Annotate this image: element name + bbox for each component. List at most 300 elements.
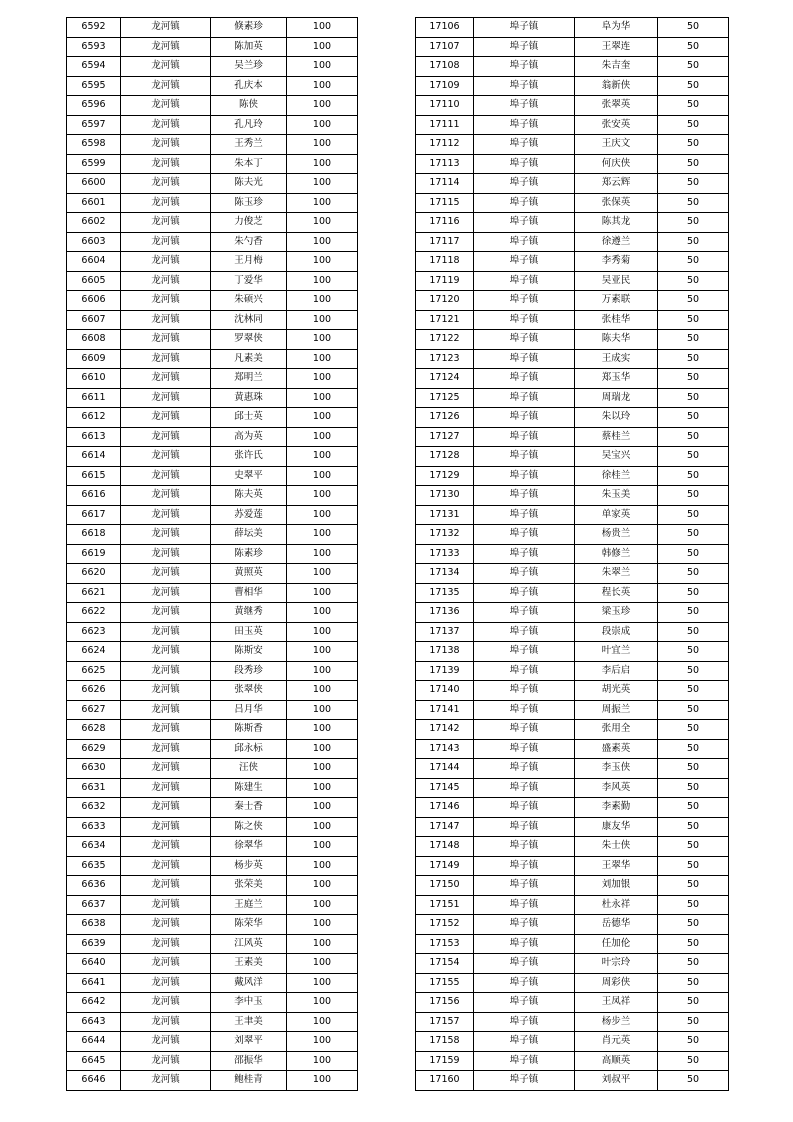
amount-cell: 50 [658,564,729,584]
serial-number-cell: 17148 [416,837,474,857]
serial-number-cell: 17135 [416,583,474,603]
serial-number-cell: 6604 [67,252,121,272]
table-row [416,408,729,428]
amount-cell: 100 [287,408,358,428]
serial-number-cell: 6629 [67,739,121,759]
amount-cell: 50 [658,213,729,233]
serial-number-cell: 6636 [67,876,121,896]
table-row [67,291,358,311]
serial-number-cell: 17141 [416,700,474,720]
amount-cell: 50 [658,37,729,57]
town-cell: 龙河镇 [121,798,211,818]
amount-cell: 100 [287,720,358,740]
town-cell: 埠子镇 [474,544,575,564]
serial-number-cell: 17113 [416,154,474,174]
town-cell: 埠子镇 [474,856,575,876]
table-row [416,681,729,701]
name-cell: 张桂华 [575,310,658,330]
serial-number-cell: 17107 [416,37,474,57]
table-row [416,154,729,174]
name-cell: 杨步兰 [575,1012,658,1032]
amount-cell: 100 [287,876,358,896]
name-cell: 邱永标 [211,739,287,759]
serial-number-cell: 17146 [416,798,474,818]
amount-cell: 50 [658,525,729,545]
name-cell: 王翠华 [575,856,658,876]
table-row [416,369,729,389]
amount-cell: 100 [287,837,358,857]
name-cell: 李素勤 [575,798,658,818]
town-cell: 龙河镇 [121,252,211,272]
name-cell: 岳德华 [575,915,658,935]
serial-number-cell: 17149 [416,856,474,876]
town-cell: 龙河镇 [121,76,211,96]
serial-number-cell: 17106 [416,18,474,38]
amount-cell: 100 [287,18,358,38]
amount-cell: 50 [658,954,729,974]
serial-number-cell: 6620 [67,564,121,584]
amount-cell: 100 [287,993,358,1013]
amount-cell: 50 [658,76,729,96]
name-cell: 朱硕兴 [211,291,287,311]
table-row [67,700,358,720]
name-cell: 张许氏 [211,447,287,467]
serial-number-cell: 6602 [67,213,121,233]
name-cell: 陈斯安 [211,642,287,662]
town-cell: 龙河镇 [121,622,211,642]
table-row [67,96,358,116]
serial-number-cell: 6632 [67,798,121,818]
name-cell: 朱勺香 [211,232,287,252]
town-cell: 埠子镇 [474,37,575,57]
serial-number-cell: 6627 [67,700,121,720]
serial-number-cell: 6640 [67,954,121,974]
amount-cell: 50 [658,135,729,155]
town-cell: 龙河镇 [121,915,211,935]
table-row [67,583,358,603]
table-row [416,232,729,252]
name-cell: 吕月华 [211,700,287,720]
table-row [416,252,729,272]
town-cell: 埠子镇 [474,583,575,603]
name-cell: 陈侠 [211,96,287,116]
serial-number-cell: 17112 [416,135,474,155]
name-cell: 张用全 [575,720,658,740]
table-row [416,544,729,564]
name-cell: 段秀珍 [211,661,287,681]
name-cell: 孔庆本 [211,76,287,96]
name-cell: 李后启 [575,661,658,681]
table-row [416,739,729,759]
serial-number-cell: 6643 [67,1012,121,1032]
name-cell: 王凤祥 [575,993,658,1013]
left-roster-table [66,17,358,1091]
town-cell: 龙河镇 [121,115,211,135]
serial-number-cell: 17120 [416,291,474,311]
name-cell: 丁爱华 [211,271,287,291]
name-cell: 史翠平 [211,466,287,486]
amount-cell: 50 [658,232,729,252]
town-cell: 埠子镇 [474,193,575,213]
town-cell: 埠子镇 [474,291,575,311]
amount-cell: 50 [658,369,729,389]
right-roster-table [415,17,729,1091]
amount-cell: 50 [658,739,729,759]
name-cell: 黄照英 [211,564,287,584]
town-cell: 埠子镇 [474,96,575,116]
town-cell: 埠子镇 [474,154,575,174]
amount-cell: 100 [287,973,358,993]
table-row [416,310,729,330]
amount-cell: 100 [287,174,358,194]
table-row [416,1071,729,1091]
name-cell: 田玉英 [211,622,287,642]
town-cell: 埠子镇 [474,369,575,389]
table-row [416,856,729,876]
table-row [416,915,729,935]
amount-cell: 100 [287,310,358,330]
amount-cell: 50 [658,408,729,428]
name-cell: 吴宝兴 [575,447,658,467]
name-cell: 曹相华 [211,583,287,603]
town-cell: 龙河镇 [121,778,211,798]
name-cell: 凡素美 [211,349,287,369]
name-cell: 陈之侠 [211,817,287,837]
table-row [416,934,729,954]
amount-cell: 100 [287,583,358,603]
serial-number-cell: 6635 [67,856,121,876]
amount-cell: 50 [658,291,729,311]
name-cell: 力俊芝 [211,213,287,233]
table-row [67,973,358,993]
table-row [416,700,729,720]
town-cell: 龙河镇 [121,661,211,681]
serial-number-cell: 6626 [67,681,121,701]
table-row [67,57,358,77]
town-cell: 埠子镇 [474,213,575,233]
amount-cell: 100 [287,252,358,272]
town-cell: 龙河镇 [121,895,211,915]
table-row [67,115,358,135]
serial-number-cell: 17137 [416,622,474,642]
amount-cell: 50 [658,349,729,369]
amount-cell: 50 [658,856,729,876]
name-cell: 肖元英 [575,1032,658,1052]
town-cell: 埠子镇 [474,408,575,428]
amount-cell: 100 [287,505,358,525]
name-cell: 邵振华 [211,1051,287,1071]
name-cell: 朱吉奎 [575,57,658,77]
left-roster-body [67,18,358,1091]
town-cell: 埠子镇 [474,1012,575,1032]
amount-cell: 50 [658,876,729,896]
town-cell: 埠子镇 [474,778,575,798]
table-row [416,135,729,155]
name-cell: 罗翠侠 [211,330,287,350]
table-row [416,115,729,135]
amount-cell: 100 [287,681,358,701]
name-cell: 刘加银 [575,876,658,896]
name-cell: 陈素珍 [211,544,287,564]
amount-cell: 100 [287,291,358,311]
name-cell: 康友华 [575,817,658,837]
serial-number-cell: 6611 [67,388,121,408]
name-cell: 陈建生 [211,778,287,798]
serial-number-cell: 6616 [67,486,121,506]
serial-number-cell: 6613 [67,427,121,447]
name-cell: 张保英 [575,193,658,213]
table-row [67,232,358,252]
name-cell: 吴兰珍 [211,57,287,77]
serial-number-cell: 17116 [416,213,474,233]
table-row [416,720,729,740]
name-cell: 王素美 [211,954,287,974]
town-cell: 龙河镇 [121,603,211,623]
serial-number-cell: 6606 [67,291,121,311]
serial-number-cell: 17144 [416,759,474,779]
table-row [67,544,358,564]
table-row [416,954,729,974]
name-cell: 徐翠华 [211,837,287,857]
amount-cell: 50 [658,837,729,857]
serial-number-cell: 6605 [67,271,121,291]
amount-cell: 50 [658,154,729,174]
name-cell: 王成实 [575,349,658,369]
town-cell: 埠子镇 [474,798,575,818]
serial-number-cell: 6642 [67,993,121,1013]
name-cell: 朱以玲 [575,408,658,428]
name-cell: 沈林同 [211,310,287,330]
serial-number-cell: 17139 [416,661,474,681]
amount-cell: 50 [658,720,729,740]
serial-number-cell: 6631 [67,778,121,798]
town-cell: 龙河镇 [121,954,211,974]
serial-number-cell: 6592 [67,18,121,38]
serial-number-cell: 6624 [67,642,121,662]
amount-cell: 50 [658,271,729,291]
name-cell: 段崇成 [575,622,658,642]
table-row [416,466,729,486]
town-cell: 埠子镇 [474,135,575,155]
amount-cell: 100 [287,798,358,818]
table-row [67,856,358,876]
table-row [416,622,729,642]
serial-number-cell: 6637 [67,895,121,915]
town-cell: 龙河镇 [121,447,211,467]
town-cell: 龙河镇 [121,213,211,233]
table-row [67,993,358,1013]
table-row [416,505,729,525]
table-row [416,837,729,857]
amount-cell: 100 [287,193,358,213]
table-row [416,57,729,77]
amount-cell: 50 [658,603,729,623]
town-cell: 龙河镇 [121,427,211,447]
serial-number-cell: 17118 [416,252,474,272]
name-cell: 李风英 [575,778,658,798]
name-cell: 孔凡玲 [211,115,287,135]
town-cell: 龙河镇 [121,1032,211,1052]
table-row [416,642,729,662]
name-cell: 陈斯香 [211,720,287,740]
serial-number-cell: 6614 [67,447,121,467]
table-row [67,408,358,428]
town-cell: 埠子镇 [474,174,575,194]
amount-cell: 100 [287,330,358,350]
serial-number-cell: 6641 [67,973,121,993]
table-row [67,252,358,272]
table-row [67,330,358,350]
table-row [416,817,729,837]
serial-number-cell: 6645 [67,1051,121,1071]
table-row [67,934,358,954]
table-row [67,505,358,525]
town-cell: 埠子镇 [474,427,575,447]
table-row [67,778,358,798]
amount-cell: 50 [658,252,729,272]
name-cell: 张安英 [575,115,658,135]
table-row [416,486,729,506]
amount-cell: 50 [658,18,729,38]
name-cell: 叶宜兰 [575,642,658,662]
town-cell: 龙河镇 [121,174,211,194]
town-cell: 埠子镇 [474,76,575,96]
table-row [67,603,358,623]
serial-number-cell: 17160 [416,1071,474,1091]
name-cell: 叶宗玲 [575,954,658,974]
amount-cell: 50 [658,915,729,935]
town-cell: 埠子镇 [474,739,575,759]
town-cell: 埠子镇 [474,505,575,525]
amount-cell: 50 [658,661,729,681]
amount-cell: 50 [658,193,729,213]
table-row [67,76,358,96]
serial-number-cell: 6609 [67,349,121,369]
name-cell: 江风英 [211,934,287,954]
name-cell: 阜为华 [575,18,658,38]
table-row [67,895,358,915]
amount-cell: 100 [287,349,358,369]
amount-cell: 100 [287,544,358,564]
table-row [67,622,358,642]
name-cell: 杨贵兰 [575,525,658,545]
town-cell: 埠子镇 [474,915,575,935]
serial-number-cell: 17156 [416,993,474,1013]
town-cell: 龙河镇 [121,466,211,486]
town-cell: 埠子镇 [474,525,575,545]
amount-cell: 50 [658,1071,729,1091]
table-row [67,310,358,330]
name-cell: 朱翠兰 [575,564,658,584]
amount-cell: 50 [658,447,729,467]
serial-number-cell: 6633 [67,817,121,837]
name-cell: 王庭兰 [211,895,287,915]
table-row [67,681,358,701]
serial-number-cell: 6646 [67,1071,121,1091]
serial-number-cell: 17123 [416,349,474,369]
serial-number-cell: 17129 [416,466,474,486]
table-row [67,18,358,38]
town-cell: 埠子镇 [474,18,575,38]
table-row [416,759,729,779]
table-row [67,720,358,740]
name-cell: 王月梅 [211,252,287,272]
table-row [67,525,358,545]
name-cell: 陈夫英 [211,486,287,506]
serial-number-cell: 6621 [67,583,121,603]
name-cell: 徐桂兰 [575,466,658,486]
town-cell: 龙河镇 [121,388,211,408]
name-cell: 高为英 [211,427,287,447]
name-cell: 鲍桂青 [211,1071,287,1091]
table-row [416,973,729,993]
table-row [416,525,729,545]
name-cell: 王聿美 [211,1012,287,1032]
amount-cell: 100 [287,76,358,96]
table-row [416,330,729,350]
amount-cell: 50 [658,115,729,135]
town-cell: 龙河镇 [121,135,211,155]
name-cell: 单家英 [575,505,658,525]
table-row [67,135,358,155]
amount-cell: 100 [287,388,358,408]
amount-cell: 50 [658,1032,729,1052]
name-cell: 刘叔平 [575,1071,658,1091]
name-cell: 吴亚民 [575,271,658,291]
town-cell: 埠子镇 [474,115,575,135]
name-cell: 何庆侠 [575,154,658,174]
name-cell: 周瑞龙 [575,388,658,408]
name-cell: 陈荣华 [211,915,287,935]
table-row [67,759,358,779]
serial-number-cell: 6630 [67,759,121,779]
town-cell: 埠子镇 [474,700,575,720]
table-row [67,739,358,759]
table-row [67,798,358,818]
serial-number-cell: 17154 [416,954,474,974]
amount-cell: 100 [287,232,358,252]
amount-cell: 100 [287,135,358,155]
amount-cell: 50 [658,388,729,408]
table-row [67,954,358,974]
amount-cell: 50 [658,817,729,837]
town-cell: 龙河镇 [121,18,211,38]
serial-number-cell: 6610 [67,369,121,389]
town-cell: 龙河镇 [121,681,211,701]
town-cell: 埠子镇 [474,466,575,486]
table-row [67,369,358,389]
table-row [416,388,729,408]
table-row [416,291,729,311]
town-cell: 龙河镇 [121,486,211,506]
town-cell: 龙河镇 [121,1012,211,1032]
serial-number-cell: 17122 [416,330,474,350]
town-cell: 埠子镇 [474,1071,575,1091]
amount-cell: 100 [287,525,358,545]
amount-cell: 100 [287,700,358,720]
amount-cell: 50 [658,798,729,818]
serial-number-cell: 6608 [67,330,121,350]
table-row [67,37,358,57]
serial-number-cell: 6612 [67,408,121,428]
town-cell: 埠子镇 [474,895,575,915]
town-cell: 龙河镇 [121,232,211,252]
serial-number-cell: 6622 [67,603,121,623]
town-cell: 埠子镇 [474,57,575,77]
serial-number-cell: 6593 [67,37,121,57]
name-cell: 王秀兰 [211,135,287,155]
serial-number-cell: 6599 [67,154,121,174]
